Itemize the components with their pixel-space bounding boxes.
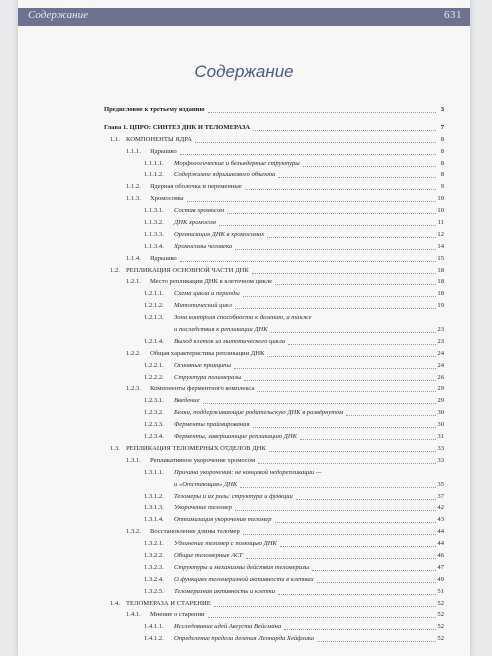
toc-leader-dots: [246, 550, 436, 559]
toc-entry[interactable]: [104, 134, 444, 146]
toc-entry-page: 15: [437, 254, 444, 262]
toc-entry[interactable]: [104, 586, 444, 598]
toc-entry-page: 42: [437, 504, 444, 512]
toc-entry-title: Ядрышко: [150, 254, 177, 262]
toc-leader-dots: [244, 372, 436, 381]
toc-entry[interactable]: [104, 300, 444, 312]
toc-entry-number: 1.2.1.1.: [144, 290, 164, 298]
toc-entry[interactable]: [104, 538, 444, 550]
toc-entry-title: Общие теломерные АСГ: [174, 551, 244, 559]
toc-entry[interactable]: [104, 372, 444, 384]
toc-entry-page: 52: [437, 635, 444, 643]
running-title: Содержание: [28, 9, 89, 21]
toc-leader-dots: [203, 395, 437, 404]
toc-entry-title: Теломеры и их роль: структура и функции: [174, 492, 293, 500]
toc-leader-dots: [252, 265, 436, 274]
toc-entry-page: 12: [437, 230, 444, 238]
toc-entry-page: 33: [437, 456, 444, 464]
toc-entry-number: 1.2.3.2.: [144, 409, 164, 417]
toc-entry-number: 1.3.1.4.: [144, 516, 164, 524]
toc-entry[interactable]: [104, 146, 444, 158]
toc-leader-dots: [346, 407, 436, 416]
toc-entry[interactable]: [104, 348, 444, 360]
toc-entry-title: ТЕЛОМЕРАЗА И СТАРЕНИЕ: [126, 599, 211, 607]
toc-leader-dots: [280, 538, 436, 547]
toc-entry-title: Репликативное укорочение хромосом: [150, 456, 256, 464]
toc-leader-dots: [275, 276, 436, 285]
toc-entry-title: Состав хромосом: [174, 207, 225, 215]
toc-entry-title: Основные принципы: [174, 361, 231, 369]
toc-entry-page: 51: [437, 587, 444, 595]
running-header-bar: [18, 8, 470, 26]
toc-entry-number: 1.1.2.: [126, 183, 141, 191]
toc-entry[interactable]: [104, 193, 444, 205]
toc-entry[interactable]: [104, 562, 444, 574]
toc-leader-dots: [275, 514, 436, 523]
toc-entry[interactable]: [104, 324, 444, 336]
toc-entry-title: Схема цикла и периоды: [174, 290, 240, 298]
toc-entry-page: 31: [437, 433, 444, 441]
toc-entry-page: 18: [437, 278, 444, 286]
toc-leader-dots: [243, 526, 436, 535]
toc-entry-title: Мнение о старении: [150, 611, 205, 619]
toc-leader-dots: [235, 241, 436, 250]
toc-entry[interactable]: [104, 288, 444, 300]
toc-leader-dots: [267, 348, 436, 357]
toc-entry-number: 1.1.1.2.: [144, 171, 164, 179]
toc-entry-page: 19: [437, 302, 444, 310]
toc-leader-dots: [235, 300, 436, 309]
toc-leader-dots: [288, 336, 436, 345]
toc-entry[interactable]: [104, 598, 444, 610]
toc-entry-title: Ферменты, завершающие репликацию ДНК: [174, 433, 297, 441]
toc-entry-page: 18: [437, 266, 444, 274]
toc-entry[interactable]: [104, 526, 444, 538]
toc-entry[interactable]: [104, 336, 444, 348]
toc-leader-dots: [214, 598, 436, 607]
toc-entry[interactable]: [104, 574, 444, 586]
toc-entry-title: РЕПЛИКАЦИЯ ОСНОВНОЙ ЧАСТИ ДНК: [126, 266, 249, 274]
toc-entry-number: 1.1.3.4.: [144, 242, 164, 250]
toc-entry-page: 8: [440, 159, 444, 167]
table-of-contents: [104, 104, 444, 645]
toc-entry-page: 30: [437, 421, 444, 429]
toc-entry-number: 1.3.1.: [126, 456, 141, 464]
toc-entry-number: 1.2.1.4.: [144, 337, 164, 345]
toc-entry-page: 29: [437, 385, 444, 393]
toc-leader-dots: [180, 146, 436, 155]
toc-leader-dots: [219, 217, 436, 226]
toc-entry-page: 8: [440, 135, 444, 143]
toc-entry-number: 1.2.2.1.: [144, 361, 164, 369]
toc-leader-dots: [235, 502, 436, 511]
toc-leader-dots: [296, 491, 436, 500]
toc-entry-page: 29: [437, 397, 444, 405]
toc-entry-number: 1.1.3.1.: [144, 207, 164, 215]
toc-entry-number: 1.3.1.1.: [144, 468, 164, 476]
toc-entry-page: 52: [437, 611, 444, 619]
toc-leader-dots: [253, 122, 436, 131]
toc-entry-title: Укорочение теломер: [174, 504, 232, 512]
toc-entry-number: 1.4.1.2.: [144, 635, 164, 643]
toc-entry-title: Хромосомы: [150, 195, 184, 203]
toc-entry-number: 1.2.2.: [126, 349, 141, 357]
toc-entry-page: 49: [437, 575, 444, 583]
toc-entry-title: Общая характеристика репликации ДНК: [150, 349, 265, 357]
book-page: [18, 0, 470, 656]
toc-entry[interactable]: [104, 229, 444, 241]
toc-entry-title: Белки, поддерживающие родительскую ДНК в развёрнутом: [174, 409, 344, 417]
toc-leader-dots: [208, 609, 436, 618]
toc-leader-dots: [300, 431, 436, 440]
toc-entry-title: Выход клеток из митотического цикла: [174, 337, 286, 345]
toc-entry-title: Ферменты праймирования: [174, 421, 250, 429]
toc-entry-title: Зона контроля способности к делению, а также: [174, 314, 312, 322]
toc-entry[interactable]: [104, 419, 444, 431]
toc-leader-dots: [278, 586, 436, 595]
toc-entry-number: 1.3.2.4.: [144, 575, 164, 583]
toc-entry-page: 23: [437, 326, 444, 334]
toc-leader-dots: [227, 205, 436, 214]
toc-entry-number: 1.1.1.: [126, 147, 141, 155]
toc-entry-number: 1.2.3.1.: [144, 397, 164, 405]
toc-entry-title: Оптимизация укорочения теломер: [174, 516, 272, 524]
toc-entry-title: Митотический цикл: [174, 302, 232, 310]
toc-entry-page: 44: [437, 528, 444, 536]
toc-entry-title: Глава 1. ЦПРО: СИНТЕЗ ДНК И ТЕЛОМЕРАЗА: [104, 123, 251, 131]
toc-leader-dots: [271, 324, 436, 333]
toc-leader-dots: [317, 633, 436, 642]
toc-entry-title: Предисловие к третьему изданию: [104, 106, 205, 113]
toc-entry[interactable]: [104, 502, 444, 514]
toc-entry-title: Хромосомы человека: [174, 242, 233, 250]
toc-entry-title: Структуры и механизмы действия теломеразы: [174, 563, 310, 571]
page-title: Содержание: [194, 62, 294, 81]
toc-leader-dots: [195, 134, 436, 143]
toc-entry[interactable]: [104, 455, 444, 467]
toc-leader-dots: [180, 253, 436, 262]
toc-leader-dots: [278, 169, 436, 178]
toc-entry-page: 24: [437, 349, 444, 357]
toc-entry[interactable]: [104, 633, 444, 645]
toc-entry-number: 1.3.2.5.: [144, 587, 164, 595]
toc-entry-title: О функциях теломеразной активности в клетках: [174, 575, 314, 583]
toc-entry-number: 1.3.2.2.: [144, 551, 164, 559]
toc-entry-page: 10: [437, 195, 444, 203]
toc-entry-number: 1.2.1.2.: [144, 302, 164, 310]
toc-entry[interactable]: [104, 395, 444, 407]
toc-entry-page: 47: [437, 563, 444, 571]
toc-entry-title: Структура полимеразы: [174, 373, 242, 381]
toc-entry[interactable]: [104, 431, 444, 443]
toc-entry-page: 52: [437, 623, 444, 631]
toc-entry[interactable]: [104, 169, 444, 181]
toc-entry[interactable]: [104, 276, 444, 288]
toc-entry-title: Организация ДНК в хромосомах: [174, 230, 265, 238]
toc-entry-title: Теломеразная активность и клетки: [174, 587, 276, 595]
toc-entry-title: Исследование идей Августа Вейсмана: [174, 623, 282, 631]
toc-entry-title: ДНК хромосом: [174, 219, 216, 227]
toc-entry[interactable]: [104, 104, 444, 116]
page-number: 631: [444, 9, 462, 21]
toc-entry-title: КОМПОНЕНТЫ ЯДРА: [126, 135, 192, 143]
toc-entry-title: Компоненты ферментного комплекса: [150, 385, 255, 393]
toc-entry[interactable]: [104, 467, 444, 479]
toc-leader-dots: [303, 158, 436, 167]
toc-entry[interactable]: [104, 383, 444, 395]
toc-leader-dots: [269, 443, 436, 452]
toc-entry-page: 23: [437, 337, 444, 345]
toc-entry-page: 26: [437, 373, 444, 381]
toc-entry-number: 1.4.1.: [126, 611, 141, 619]
toc-entry-number: 1.2.2.2.: [144, 373, 164, 381]
toc-entry-page: 35: [437, 480, 444, 488]
toc-entry[interactable]: [104, 479, 444, 491]
toc-entry-number: 1.1.: [110, 135, 120, 143]
toc-entry-page: 37: [437, 492, 444, 500]
toc-leader-dots: [284, 621, 436, 630]
toc-entry-page: 44: [437, 540, 444, 548]
toc-entry-page: 8: [440, 171, 444, 179]
toc-entry-number: 1.4.: [110, 599, 120, 607]
toc-entry-number: 1.2.1.: [126, 278, 141, 286]
toc-entry-title: и последствия к репликации ДНК: [174, 326, 268, 334]
toc-entry[interactable]: [104, 491, 444, 503]
toc-entry-page: 14: [437, 242, 444, 250]
toc-entry-page: 10: [437, 207, 444, 215]
toc-entry-title: Определение предела деления Леонарда Хейфлика: [174, 635, 315, 643]
toc-entry-title: Причина укорочения: не концевой недорепликации —: [174, 468, 322, 476]
toc-entry-number: 1.1.3.: [126, 195, 141, 203]
toc-leader-dots: [267, 229, 436, 238]
toc-entry-number: 1.3.2.1.: [144, 540, 164, 548]
toc-entry-number: 1.2.: [110, 266, 120, 274]
toc-entry-title: Содержимое ядрышкового объекта: [174, 171, 276, 179]
toc-entry-number: 1.1.4.: [126, 254, 141, 262]
toc-entry[interactable]: [104, 181, 444, 193]
toc-leader-dots: [187, 193, 436, 202]
toc-entry[interactable]: [104, 360, 444, 372]
toc-entry-title: Введение: [174, 397, 200, 405]
toc-entry-number: 1.1.1.1.: [144, 159, 164, 167]
toc-leader-dots: [258, 455, 436, 464]
toc-entry-number: 1.1.3.3.: [144, 230, 164, 238]
toc-leader-dots: [253, 419, 436, 428]
toc-leader-dots: [245, 181, 436, 190]
toc-entry[interactable]: [104, 122, 444, 134]
toc-entry-number: 1.2.3.4.: [144, 433, 164, 441]
toc-entry-page: 18: [437, 290, 444, 298]
toc-entry-title: Ядрышко: [150, 147, 177, 155]
toc-entry[interactable]: [104, 514, 444, 526]
toc-entry-title: и «Отстающая» ДНК: [174, 480, 238, 488]
toc-entry-page: 43: [437, 516, 444, 524]
toc-entry-page: 46: [437, 551, 444, 559]
toc-entry[interactable]: [104, 550, 444, 562]
toc-leader-dots: [240, 479, 436, 488]
toc-entry-page: 9: [440, 183, 444, 191]
toc-entry-title: Ядерная оболочка и переменные: [150, 183, 242, 191]
toc-entry-number: 1.3.2.3.: [144, 563, 164, 571]
toc-entry-number: 1.2.1.3.: [144, 314, 164, 322]
toc-leader-dots: [257, 383, 436, 392]
toc-entry[interactable]: [104, 621, 444, 633]
toc-entry-page: 7: [440, 123, 444, 131]
toc-entry-title: Удлинение теломер с помощью ДНК: [174, 540, 277, 548]
toc-entry-number: 1.3.1.3.: [144, 504, 164, 512]
toc-entry[interactable]: [104, 312, 444, 324]
toc-leader-dots: [317, 574, 436, 583]
toc-entry-page: 52: [437, 599, 444, 607]
toc-entry-number: 1.4.1.1.: [144, 623, 164, 631]
toc-entry-number: 1.2.3.: [126, 385, 141, 393]
toc-entry[interactable]: [104, 265, 444, 277]
toc-entry-page: 24: [437, 361, 444, 369]
toc-entry[interactable]: [104, 609, 444, 621]
toc-entry-number: 1.1.3.2.: [144, 219, 164, 227]
toc-entry-title: Морфологические и безъядерные структуры: [174, 159, 300, 167]
toc-entry-page: 11: [437, 219, 444, 227]
toc-entry[interactable]: [104, 253, 444, 265]
toc-entry-title: Восстановление длины теломер: [150, 528, 240, 536]
toc-leader-dots: [312, 562, 436, 571]
toc-entry-title: Место репликации ДНК в клеточном цикле: [150, 278, 273, 286]
toc-leader-dots: [208, 104, 436, 113]
toc-entry-page: 30: [437, 409, 444, 417]
toc-entry[interactable]: [104, 158, 444, 170]
toc-entry[interactable]: [104, 407, 444, 419]
toc-entry[interactable]: [104, 217, 444, 229]
toc-entry[interactable]: [104, 443, 444, 455]
toc-entry-page: 3: [440, 106, 444, 113]
toc-entry-page: 8: [440, 147, 444, 155]
toc-entry-number: 1.3.: [110, 444, 120, 452]
toc-entry[interactable]: [104, 205, 444, 217]
toc-entry-number: 1.2.3.3.: [144, 421, 164, 429]
toc-leader-dots: [234, 360, 436, 369]
toc-entry-title: РЕПЛИКАЦИЯ ТЕЛОМЕРНЫХ ОТДЕЛОВ ДНК: [126, 444, 266, 452]
toc-entry[interactable]: [104, 241, 444, 253]
toc-entry-number: 1.3.1.2.: [144, 492, 164, 500]
toc-entry-page: 33: [437, 444, 444, 452]
toc-entry-number: 1.3.2.: [126, 528, 141, 536]
toc-leader-dots: [243, 288, 436, 297]
